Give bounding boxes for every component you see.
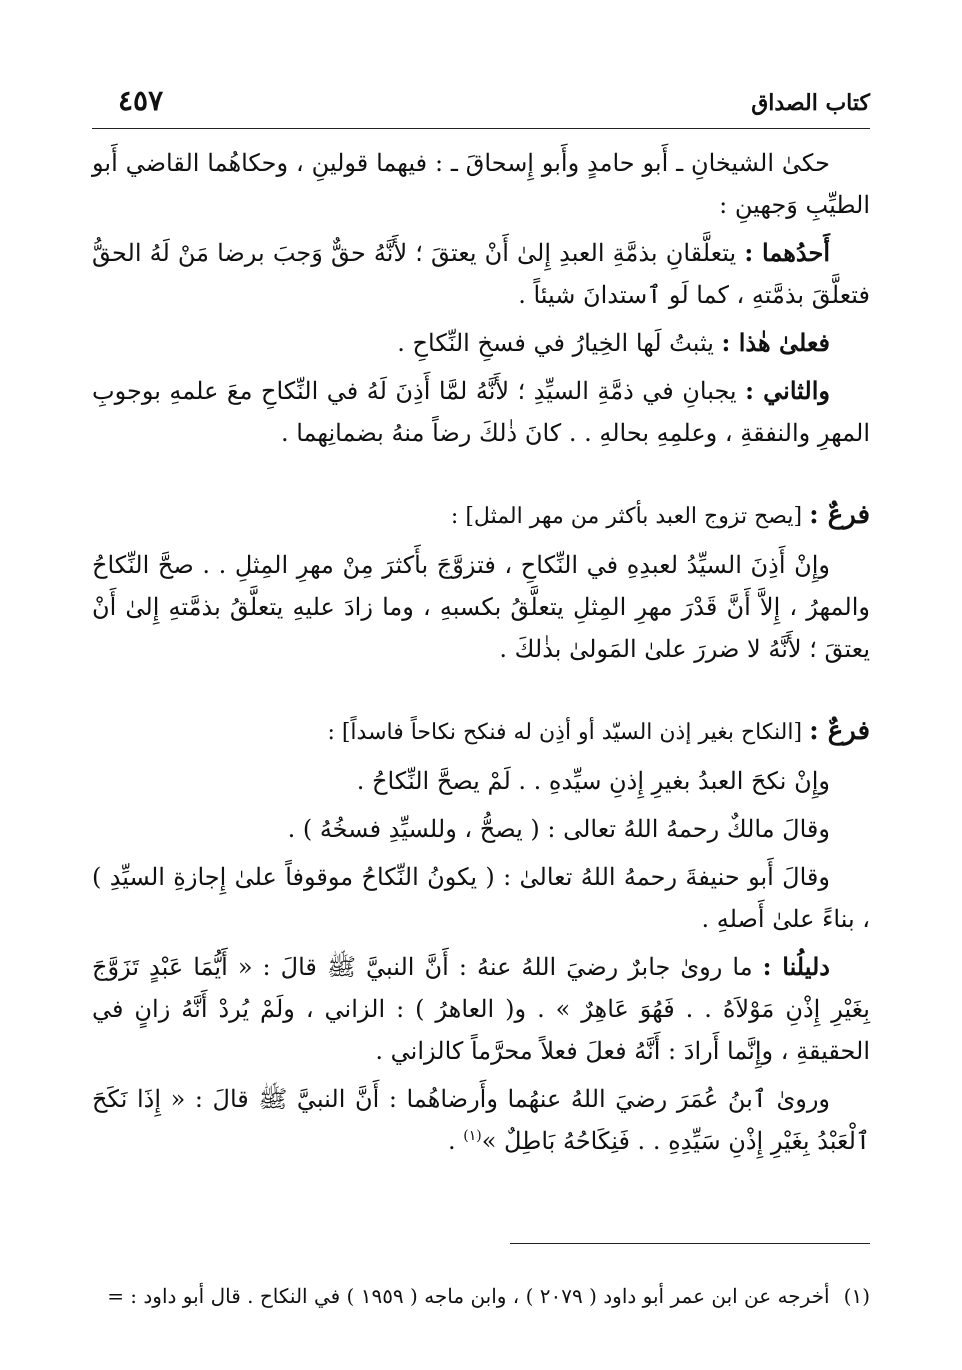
narration-text: وروىٰ ٱبنُ عُمَرَ رضيَ اللهُ عنهُما وأَرضاهُما : أَنَّ النبيَّ ﷺ قالَ : « إِذَا نَكَحَ ٱلْعَبْدُ بِغَيْرِ إِذْنِ سَيِّدِهِ . . فَنِكَاحُهُ بَاطِلٌ » (92, 1085, 870, 1155)
paragraph-result (92, 322, 870, 364)
footnote-number: (١) (843, 1284, 870, 1308)
evidence-term: دليلُنا : (762, 952, 830, 981)
far1-title: [يصح تزوج العبد بأكثر من مهر المثل] : (450, 504, 810, 529)
far1-heading-line (92, 494, 870, 538)
result-term: فعلىٰ هٰذا : (721, 328, 830, 357)
far1-heading: فرعٌ : (809, 500, 870, 530)
far2-title: [النكاح بغير إذن السيّد أو أذِن له فنكح نكاحاً فاسداً] : (327, 720, 810, 745)
paragraph-far1: وإِنْ أَذِنَ السيِّدُ لعبدِهِ في النِّكاحِ ، فتزوَّجَ بأَكثرَ مِنْ مهرِ المِثلِ . . صحَّ النِّكاحُ والمهرُ ، إِلاَّ أَنَّ قَدْرَ مهرِ المِثلِ يتعلَّقُ بكسبهِ ، وما زادَ عليهِ يتعلَّقُ بذمَّتهِ إِلىٰ أَنْ يعتقَ ؛ لأَنَّهُ لا ضررَ علىٰ المَولىٰ بذٰلكَ . (92, 551, 870, 663)
page-body (92, 142, 870, 1168)
paragraph-evidence (92, 946, 870, 1072)
evidence-text: ما روىٰ جابرٌ رضيَ اللهُ عنهُ : أَنَّ النبيَّ ﷺ قالَ : « أَيُّمَا عَبْدٍ تَزَوَّجَ بِغَيْرِ إِذْنِ مَوْلاَهُ . . فَهُوَ عَاهِرٌ » . و( العاهرُ ) : الزاني ، ولَمْ يُردْ أَنَّهُ زانٍ في الحقيقةِ ، وإِنَّما أَرادَ : أَنَّهُ فعلَ فعلاً محرَّماً كالزاني . (92, 953, 870, 1065)
first-opinion-term: أَحدُهما : (744, 238, 830, 267)
far2-heading: فرعٌ : (809, 716, 870, 746)
paragraph-far2-line1: وإِنْ نكحَ العبدُ بغيرِ إِذنِ سيِّدهِ . . لَمْ يصحَّ النِّكاحُ . (356, 767, 830, 795)
paragraph-far2-line3: وقالَ أَبو حنيفةَ رحمهُ اللهُ تعالىٰ : ( يكونُ النِّكاحُ موقوفاً علىٰ إِجازةِ السيِّدِ ) ، بناءً علىٰ أَصلهِ . (92, 863, 870, 933)
footnote-text: أخرجه عن ابن عمر أبو داود ( ٢٠٧٩ ) ، وابن ماجه ( ١٩٥٩ ) في النكاح . قال أبو داود : = (107, 1284, 830, 1308)
paragraph-intro: حكىٰ الشيخانِ ـ أَبو حامدٍ وأَبو إِسحاقَ ـ : فيهما قولينِ ، وحكاهُما القاضي أَبو الطيِّبِ وَجهينِ : (92, 149, 870, 219)
section-gap (92, 676, 870, 710)
narration-end: . (448, 1127, 464, 1155)
second-opinion-text: يجبانِ في ذمَّةِ السيِّدِ ؛ لأَنَّهُ لمَّا أَذِنَ لَهُ في النِّكاحِ معَ علمهِ بوجوبِ المهرِ والنفقةِ ، وعلمِهِ بحالهِ . . كانَ ذٰلكَ رضاً منهُ بضمانِهما . (92, 377, 870, 447)
paragraph-first-opinion (92, 232, 870, 316)
far2-heading-line (92, 710, 870, 754)
footnote-divider (510, 1243, 870, 1244)
result-text: يثبتُ لَها الخِيارُ في فسخِ النِّكاحِ . (397, 329, 722, 357)
footnote (80, 1280, 870, 1312)
paragraph-far2-line2: وقالَ مالكٌ رحمهُ اللهُ تعالى : ( يصحُّ ، وللسيِّدِ فسخُهُ ) . (287, 815, 830, 843)
running-title: كتاب الصداق (751, 90, 870, 116)
section-gap (92, 460, 870, 494)
second-opinion-term: والثاني : (745, 376, 830, 405)
page-number: ٤٥٧ (118, 84, 164, 117)
paragraph-narration (92, 1078, 870, 1162)
page-header (92, 82, 870, 129)
paragraph-second-opinion (92, 370, 870, 454)
footnote-reference: (١) (463, 1128, 482, 1144)
first-opinion-text: يتعلَّقانِ بذمَّةِ العبدِ إِلىٰ أَنْ يعتقَ ؛ لأَنَّهُ حقٌّ وَجبَ برضا مَنْ لَهُ الحقُّ فتعلَّقَ بذمَّتهِ ، كما لَو ٱستدانَ شيئاً . (92, 239, 870, 309)
